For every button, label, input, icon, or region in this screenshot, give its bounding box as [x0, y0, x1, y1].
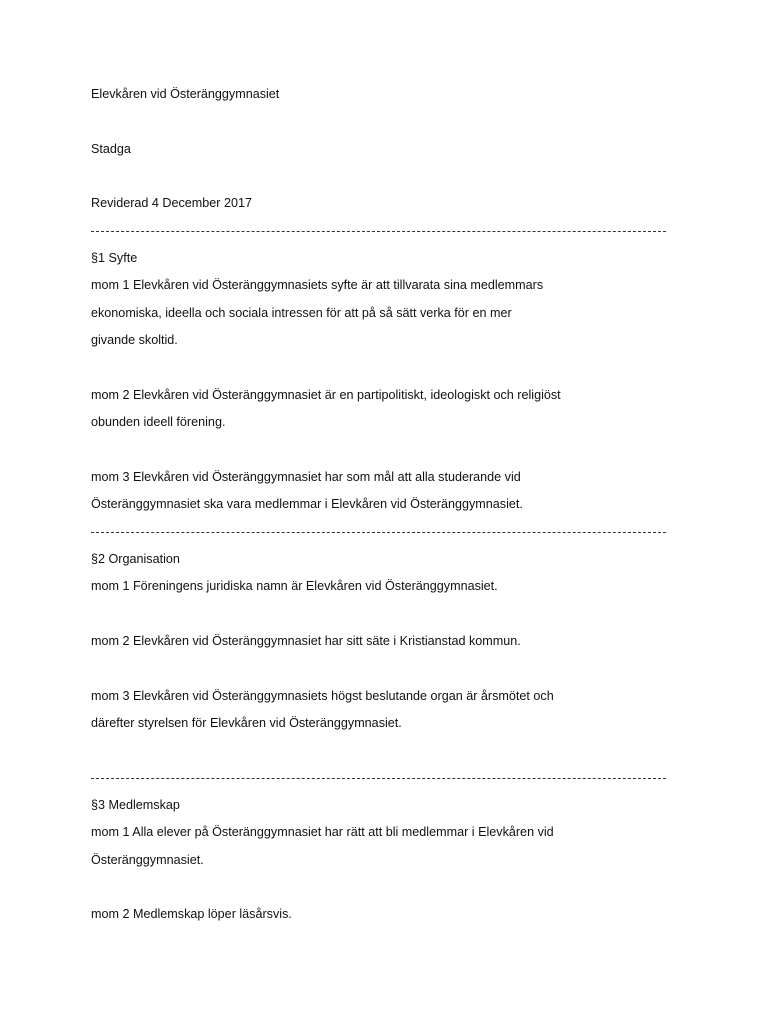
section-divider: [91, 532, 666, 533]
section-divider: [91, 778, 666, 779]
section-text-line: mom 3 Elevkåren vid Österänggymnasiet har som mål att alla studerande vid: [91, 470, 521, 484]
section-text-line: ekonomiska, ideella och sociala intressen för att på så sätt verka för en mer: [91, 306, 512, 320]
document-title: Elevkåren vid Österänggymnasiet: [91, 87, 280, 101]
section-text-line: givande skoltid.: [91, 333, 178, 347]
section-divider: [91, 231, 666, 232]
section-text-line: obunden ideell förening.: [91, 415, 226, 429]
section-text-line: Österänggymnasiet ska vara medlemmar i Elevkåren vid Österänggymnasiet.: [91, 497, 523, 511]
revision-date: Reviderad 4 December 2017: [91, 196, 253, 210]
section-heading-medlemskap: §3 Medlemskap: [91, 798, 180, 812]
section-text-line: därefter styrelsen för Elevkåren vid Österänggymnasiet.: [91, 716, 402, 730]
section-text-line: mom 2 Elevkåren vid Österänggymnasiet har sitt säte i Kristianstad kommun.: [91, 634, 521, 648]
section-heading-syfte: §1 Syfte: [91, 251, 138, 265]
section-text-line: mom 2 Medlemskap löper läsårsvis.: [91, 907, 292, 921]
section-text-line: Österänggymnasiet.: [91, 853, 204, 867]
section-text-line: mom 1 Föreningens juridiska namn är Elevkåren vid Österänggymnasiet.: [91, 579, 498, 593]
document-type: Stadga: [91, 142, 131, 156]
section-text-line: mom 3 Elevkåren vid Österänggymnasiets högst beslutande organ är årsmötet och: [91, 689, 554, 703]
section-text-line: mom 2 Elevkåren vid Österänggymnasiet är en partipolitiskt, ideologiskt och religiöst: [91, 388, 561, 402]
section-text-line: mom 1 Elevkåren vid Österänggymnasiets syfte är att tillvarata sina medlemmars: [91, 278, 544, 292]
section-text-line: mom 1 Alla elever på Österänggymnasiet har rätt att bli medlemmar i Elevkåren vid: [91, 825, 554, 839]
section-heading-organisation: §2 Organisation: [91, 552, 180, 566]
